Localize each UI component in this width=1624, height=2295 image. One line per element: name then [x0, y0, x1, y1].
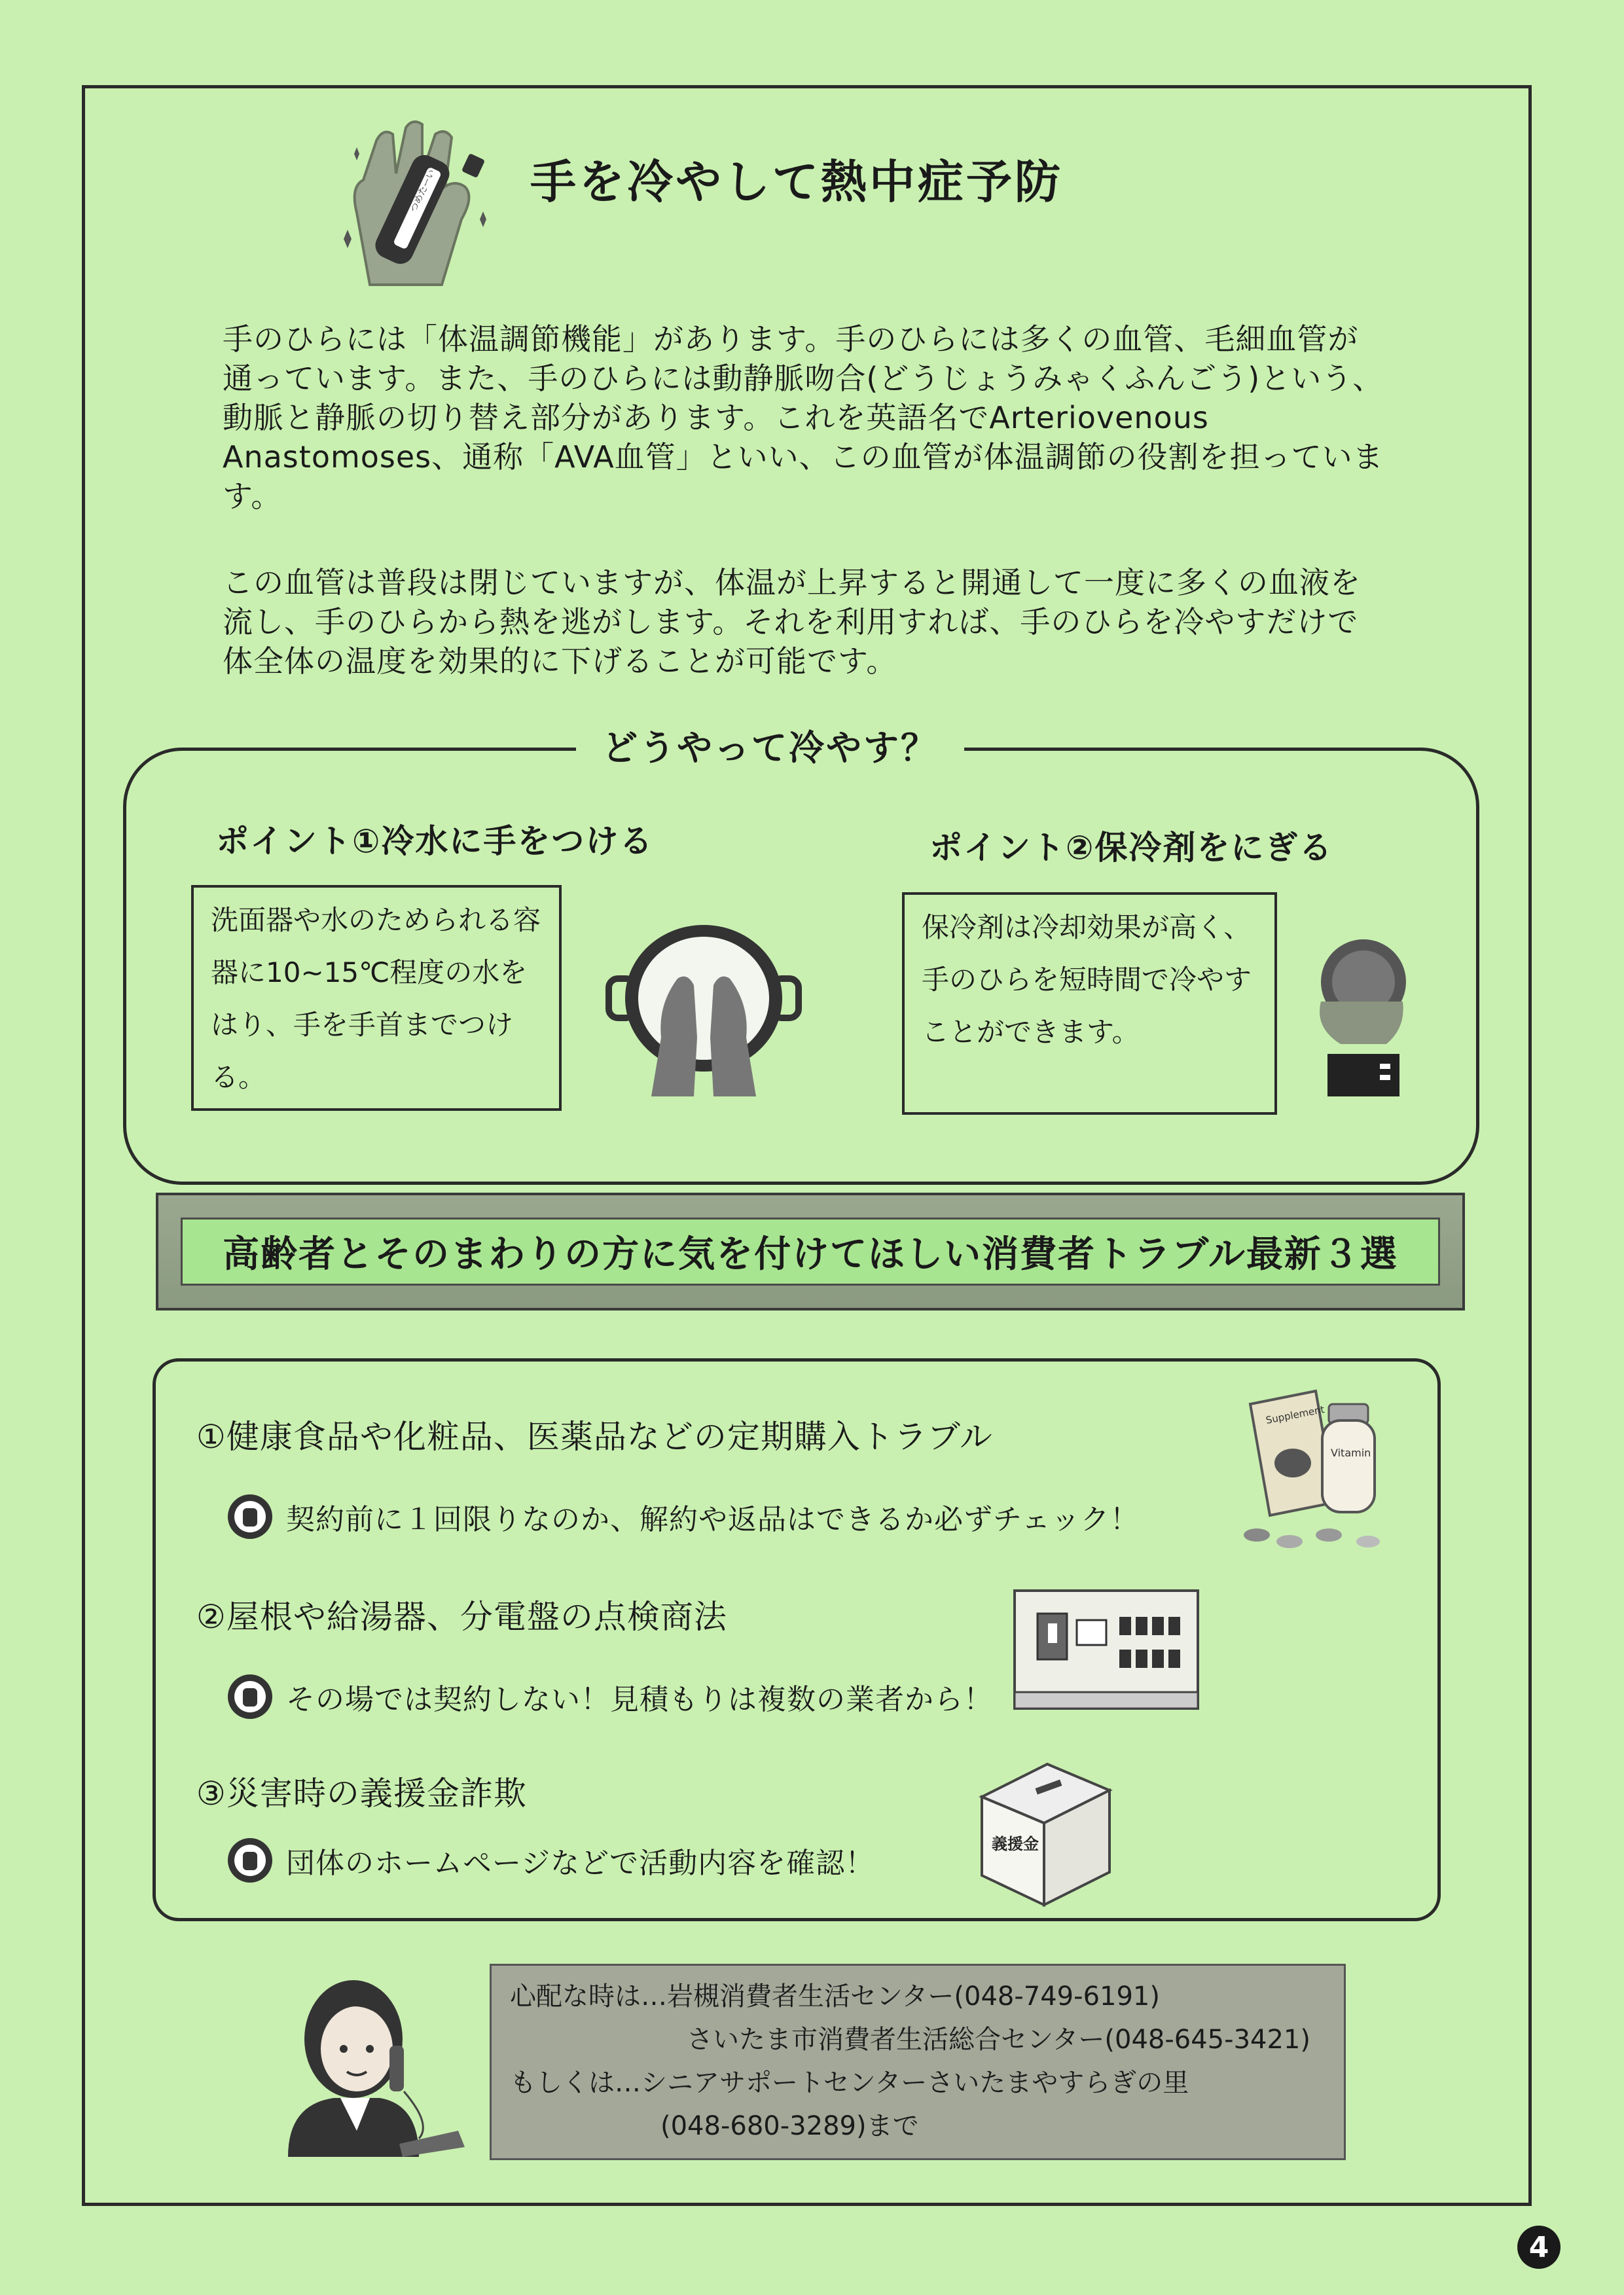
cooling-heading: どうやって冷やす？: [576, 720, 964, 770]
basin-hands-icon: [605, 907, 802, 1103]
contact-line-3: もしくは…シニアサポートセンターさいたまやすらぎの里: [510, 2068, 1189, 2098]
trouble-item-1-check-text: 契約前に１回限りなのか、解約や返品はできるか必ずチェック！: [286, 1503, 1140, 1536]
hand-stop-gear-icon: [226, 1672, 274, 1721]
contact-info-box: [490, 1964, 1346, 2160]
contact-line-4: (048-680-3289)まで: [660, 2111, 919, 2141]
trouble-item-3-title: ③災害時の義援金詐欺: [196, 1775, 527, 1813]
trouble-item-2-check-text: その場では契約しない！見積もりは複数の業者から！: [286, 1683, 993, 1716]
page-number: 4: [1517, 2226, 1561, 2269]
trouble-item-3-check: [226, 1836, 875, 1885]
point1-text-box: 洗面器や水のためられる容器に10~15℃程度の水をはり、手を手首までつける。: [191, 885, 562, 1111]
trouble-item-1-check: [226, 1492, 1140, 1541]
donation-label: 義援金: [992, 1835, 1039, 1853]
trouble-item-3-check-text: 団体のホームページなどで活動内容を確認！: [286, 1847, 875, 1880]
point2-title: ポイント②保冷剤をにぎる: [929, 829, 1333, 867]
ice-pack-hand-icon: [1308, 930, 1419, 1100]
page-title: 手を冷やして熱中症予防: [530, 155, 1063, 209]
supplement-label: Supplement: [1265, 1403, 1326, 1426]
trouble-item-2-title: ②屋根や給湯器、分電盤の点検商法: [196, 1598, 727, 1636]
bottle-label: つめたーい: [408, 168, 438, 214]
trouble-item-1-title: ①健康食品や化粧品、医薬品などの定期購入トラブル: [196, 1418, 993, 1456]
cold-bottle-hand-illustration: [331, 115, 507, 298]
paragraph-ava: 手のひらには「体温調節機能」があります。手のひらには多くの血管、毛細血管が通っています。また、手のひらには動静脈吻合(どうじょうみゃくふんごう)という、動脈と静脈の切り替え部分があります。これを英語名でArteriovenous Anastomoses、通称「AVA血管」といい、この血管が体温調節の役割を担っています。: [223, 321, 1384, 514]
supplement-bottle-icon: [1237, 1378, 1401, 1555]
breaker-panel-icon: [1011, 1587, 1201, 1712]
trouble-banner: [156, 1193, 1465, 1310]
trouble-item-2-check: [226, 1672, 993, 1721]
hand-stop-gear-icon: [226, 1836, 274, 1885]
operator-woman-illustration: [262, 1967, 471, 2157]
contact-line-1: 心配な時は…岩槻消費者生活センター(048-749-6191): [510, 1981, 1160, 2012]
point2-text-box: 保冷剤は冷却効果が高く、手のひらを短時間で冷やすことができます。: [902, 892, 1277, 1115]
donation-box-icon: [975, 1758, 1116, 1908]
vitamin-label: Vitamin: [1331, 1447, 1371, 1459]
contact-line-2: さいたま市消費者生活総合センター(048-645-3421): [687, 2025, 1310, 2055]
point1-title: ポイント①冷水に手をつける: [216, 822, 654, 860]
trouble-banner-text: 高齢者とそのまわりの方に気を付けてほしい消費者トラブル最新３選: [181, 1218, 1440, 1286]
hand-stop-gear-icon: [226, 1492, 274, 1541]
paragraph-cooling-effect: この血管は普段は閉じていますが、体温が上昇すると開通して一度に多くの血液を流し、手のひらから熱を逃がします。それを利用すれば、手のひらを冷やすだけで体全体の温度を効果的に下げることが可能です。: [223, 565, 1361, 679]
